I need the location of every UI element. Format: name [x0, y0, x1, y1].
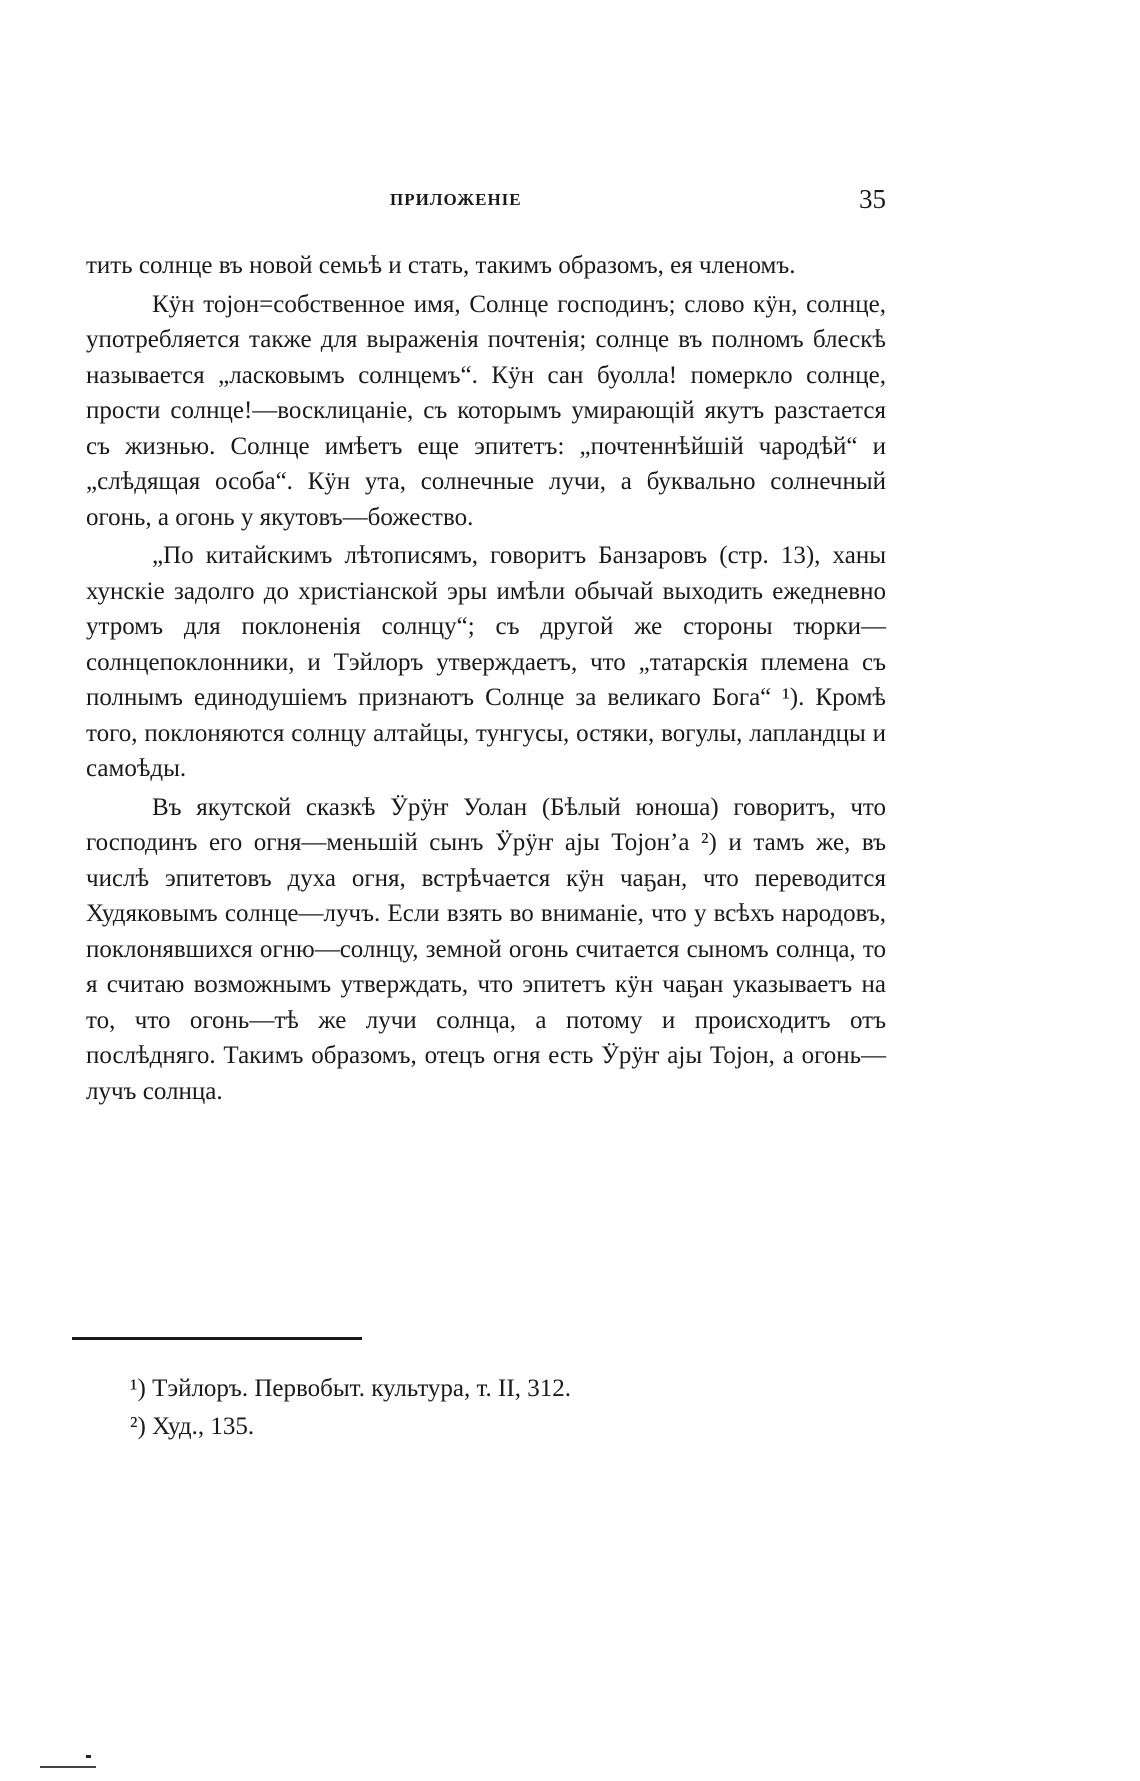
paragraph-1: тить солнце въ новой семьѣ и стать, такимъ образомъ, ея членомъ.	[86, 252, 796, 279]
scan-mark-line	[40, 1766, 96, 1768]
paragraph-2: Кӱн тојон=собственное имя, Солнце господинъ; слово кӱн, солнце, употребляется также для выраженія почтенія; солнце въ полномъ блескѣ называется „ласковымъ солнцемъ“. Кӱн сан буолла! померкло солнце, прости солнце!—восклицаніе, съ которымъ умирающій якутъ разстается съ жизнью. Солнце имѣетъ еще эпитетъ: „почтеннѣйшій чародѣй“ и „слѣдящая особа“. Кӱн ута, солнечные лучи, а буквально солнечный огонь, а огонь у якутовъ—божество.	[86, 290, 886, 531]
page-number: 35	[859, 184, 886, 214]
footnote-1: ¹) Тэйлоръ. Первобыт. культура, т. II, 312.	[130, 1375, 571, 1402]
paragraph-3: „По китайскимъ лѣтописямъ, говоритъ Банзаровъ (стр. 13), ханы хунскіе задолго до христіанской эры имѣли обычай выходить ежедневно утромъ для поклоненія солнцу“; съ другой же стороны тюрки—солнцепоклонники, и Тэйлоръ утверждаетъ, что „татарскія племена съ полнымъ единодушіемъ признаютъ Солнце за великаго Бога“ ¹). Кромѣ того, поклоняются солнцу алтайцы, тунгусы, остяки, вогулы, лапландцы и самоѣды.	[86, 542, 886, 782]
scan-mark-dot	[86, 1755, 91, 1758]
footnote-2: ²) Худ., 135.	[130, 1413, 255, 1440]
footnotes	[130, 1370, 830, 1446]
paragraph-4: Въ якутской сказкѣ Ӱрӱҥ Уолан (Бѣлый юноша) говоритъ, что господинъ его огня—меньшій сынъ Ӱрӱҥ ајы Тојон’а ²) и тамъ же, въ числѣ эпитетовъ духа огня, встрѣчается кӱн чаҕан, что переводится Худяковымъ солнце—лучъ. Если взять во вниманіе, что у всѣхъ народовъ, поклонявшихся огню—солнцу, земной огонь считается сыномъ солнца, то я считаю возможнымъ утверждать, что эпитетъ кӱн чаҕан указываетъ на то, что огонь—тѣ же лучи солнца, а потому и происходитъ отъ послѣдняго. Такимъ образомъ, отецъ огня есть Ӱрӱҥ ајы Тојон, а огонь—лучъ солнца.	[86, 793, 886, 1105]
main-text	[86, 248, 886, 1112]
running-title: ПРИЛОЖЕНІЕ	[390, 190, 522, 209]
footnote-divider	[72, 1337, 362, 1340]
page-header	[86, 186, 886, 220]
